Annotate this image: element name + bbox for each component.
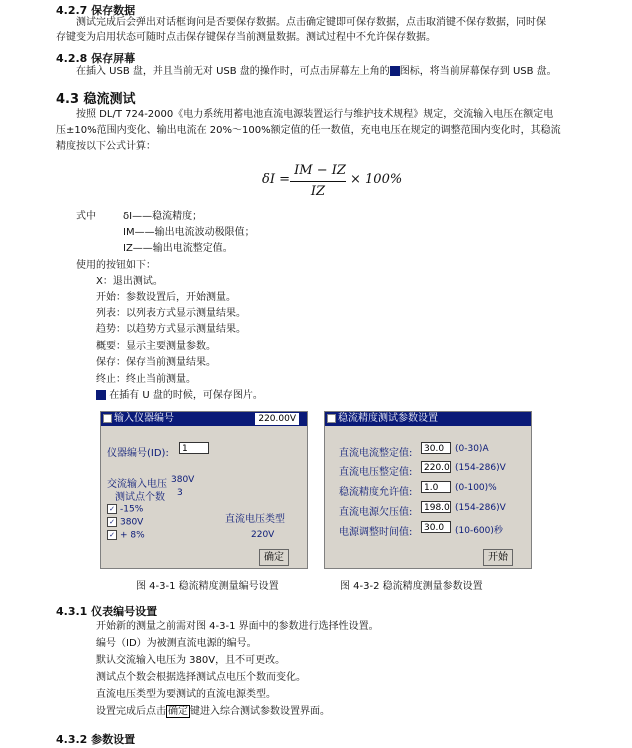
ac-input-label: 交流输入电压: [107, 479, 167, 490]
undervoltage-input[interactable]: 198.0: [421, 501, 451, 513]
screen-save-icon: [390, 66, 400, 76]
formula-fraction-bar: [290, 181, 346, 182]
dc-current-setpoint-label: 直流电流整定值:: [339, 448, 413, 459]
check-380v[interactable]: ✓ 380V: [107, 517, 143, 528]
button-desc-summary: 概要：显示主要测量参数。: [96, 341, 216, 352]
checkbox-checked-icon: ✓: [107, 530, 117, 540]
checkbox-checked-icon: ✓: [107, 517, 117, 527]
button-desc-save: 保存：保存当前测量结果。: [96, 357, 216, 368]
formula-denominator: IZ: [310, 184, 326, 199]
accuracy-allowed-input[interactable]: 1.0: [421, 481, 451, 493]
section-427-title: 4.2.7 保存数据: [56, 4, 136, 17]
voltage-readout: 220.00V: [255, 413, 299, 425]
section-43-line2: 压±10%范围内变化、输出电流在 20%～100%额定值的任一数值，充电电压在规定的调整范围内变化时，其稳流: [56, 125, 561, 136]
window-icon: [103, 414, 112, 423]
figure-caption-2: 图 4-3-2 稳流精度测量参数设置: [340, 581, 483, 592]
section-428-line: 在插入 USB 盘，并且当前无对 USB 盘的操作时，可点击屏幕左上角的 图标，将当前屏幕保存到 USB 盘。: [76, 66, 557, 77]
formula-tail: × 100%: [350, 172, 403, 187]
adjust-time-range: (10-600)秒: [455, 526, 503, 536]
section-431-line4: 测试点个数会根据选择测试点电压个数而变化。: [96, 672, 306, 683]
window-icon: [327, 414, 336, 423]
section-428-title: 4.2.8 保存屏幕: [56, 52, 136, 65]
section-431-line5: 直流电压类型为要测试的直流电源类型。: [96, 689, 276, 700]
where-def2: IM——输出电流波动极限值；: [123, 227, 255, 238]
button-desc-exit: X：退出测试。: [96, 276, 163, 287]
accuracy-allowed-label: 稳流精度允许值:: [339, 487, 413, 498]
figure-caption-1: 图 4-3-1 稳流精度测量编号设置: [136, 581, 279, 592]
floppy-save-icon: [96, 390, 106, 400]
section-427-line2: 存键变为启用状态可随时点击保存键保存当前测量数据。测试过程中不允许保存数据。: [56, 32, 436, 43]
section-431-line2: 编号（ID）为被测直流电源的编号。: [96, 638, 257, 649]
ok-key-inline: 确定: [168, 706, 188, 717]
ok-button[interactable]: 确定: [259, 549, 289, 566]
checkbox-checked-icon: ✓: [107, 504, 117, 514]
where-def1: δI——稳流精度；: [123, 211, 203, 222]
dc-current-setpoint-input[interactable]: 30.0: [421, 442, 451, 454]
section-43-title: 4.3 稳流测试: [56, 92, 136, 107]
section-431-line1: 开始新的测量之前需对图 4-3-1 界面中的参数进行选择性设置。: [96, 621, 379, 632]
stable-current-param-dialog: [324, 411, 532, 569]
ac-input-value: 380V: [171, 475, 195, 485]
dc-current-range: (0-30)A: [455, 444, 489, 454]
dc-voltage-range: (154-286)V: [455, 463, 506, 473]
section-431-title: 4.3.1 仪表编号设置: [56, 605, 158, 618]
where-prefix: 式中: [76, 211, 96, 222]
undervoltage-label: 直流电源欠压值:: [339, 507, 413, 518]
section-431-line3: 默认交流输入电压为 380V，且不可更改。: [96, 655, 286, 666]
check-plus8[interactable]: ✓ + 8%: [107, 530, 145, 541]
dialog-title-bar: 稳流精度测试参数设置: [325, 412, 531, 426]
accuracy-range: (0-100)%: [455, 483, 497, 493]
dc-voltage-setpoint-label: 直流电压整定值:: [339, 467, 413, 478]
section-431-line6: 设置完成后点击 确定 键进入综合测试参数设置界面。: [96, 706, 330, 717]
dc-type-value: 220V: [251, 530, 275, 540]
save-icon-note: 在插有 U 盘的时候，可保存图片。: [96, 389, 263, 403]
button-desc-list: 列表：以列表方式显示测量结果。: [96, 308, 246, 319]
section-43-line1: 按照 DL/T 724-2000《电力系统用蓄电池直流电源装置运行与维护技术规程》规定，交流输入电压在额定电: [76, 109, 554, 120]
instrument-id-label: 仪器编号(ID):: [107, 448, 169, 459]
button-desc-start: 开始：参数设置后，开始测量。: [96, 292, 236, 303]
where-def3: IZ——输出电流整定值。: [123, 243, 233, 254]
section-427-line1: 测试完成后会弹出对话框询问是否要保存数据。点击确定键即可保存数据，点击取消键不保存数据，同时保: [76, 17, 546, 28]
button-desc-stop: 终止：终止当前测量。: [96, 374, 196, 385]
button-desc-trend: 趋势：以趋势方式显示测量结果。: [96, 324, 246, 335]
instrument-id-input[interactable]: 1: [179, 442, 209, 454]
section-43-line3: 精度按以下公式计算：: [56, 141, 156, 152]
instrument-id-dialog: [100, 411, 308, 569]
dc-voltage-setpoint-input[interactable]: 220.0: [421, 461, 451, 473]
dialog-title-bar: 输入仪器编号 220.00V: [101, 412, 307, 426]
formula-lhs: δI =: [262, 172, 290, 187]
undervoltage-range: (154-286)V: [455, 503, 506, 513]
section-432-title: 4.3.2 参数设置: [56, 733, 136, 746]
test-points-value: 3: [177, 488, 183, 498]
formula-numerator: IM − IZ: [294, 163, 346, 178]
dc-type-label: 直流电压类型: [225, 514, 285, 525]
buttons-intro: 使用的按钮如下：: [76, 260, 156, 271]
test-points-label: 测试点个数: [115, 492, 165, 503]
adjust-time-label: 电源调整时间值:: [339, 527, 413, 538]
start-button[interactable]: 开始: [483, 549, 513, 566]
adjust-time-input[interactable]: 30.0: [421, 521, 451, 533]
check-minus15[interactable]: ✓ -15%: [107, 504, 143, 515]
